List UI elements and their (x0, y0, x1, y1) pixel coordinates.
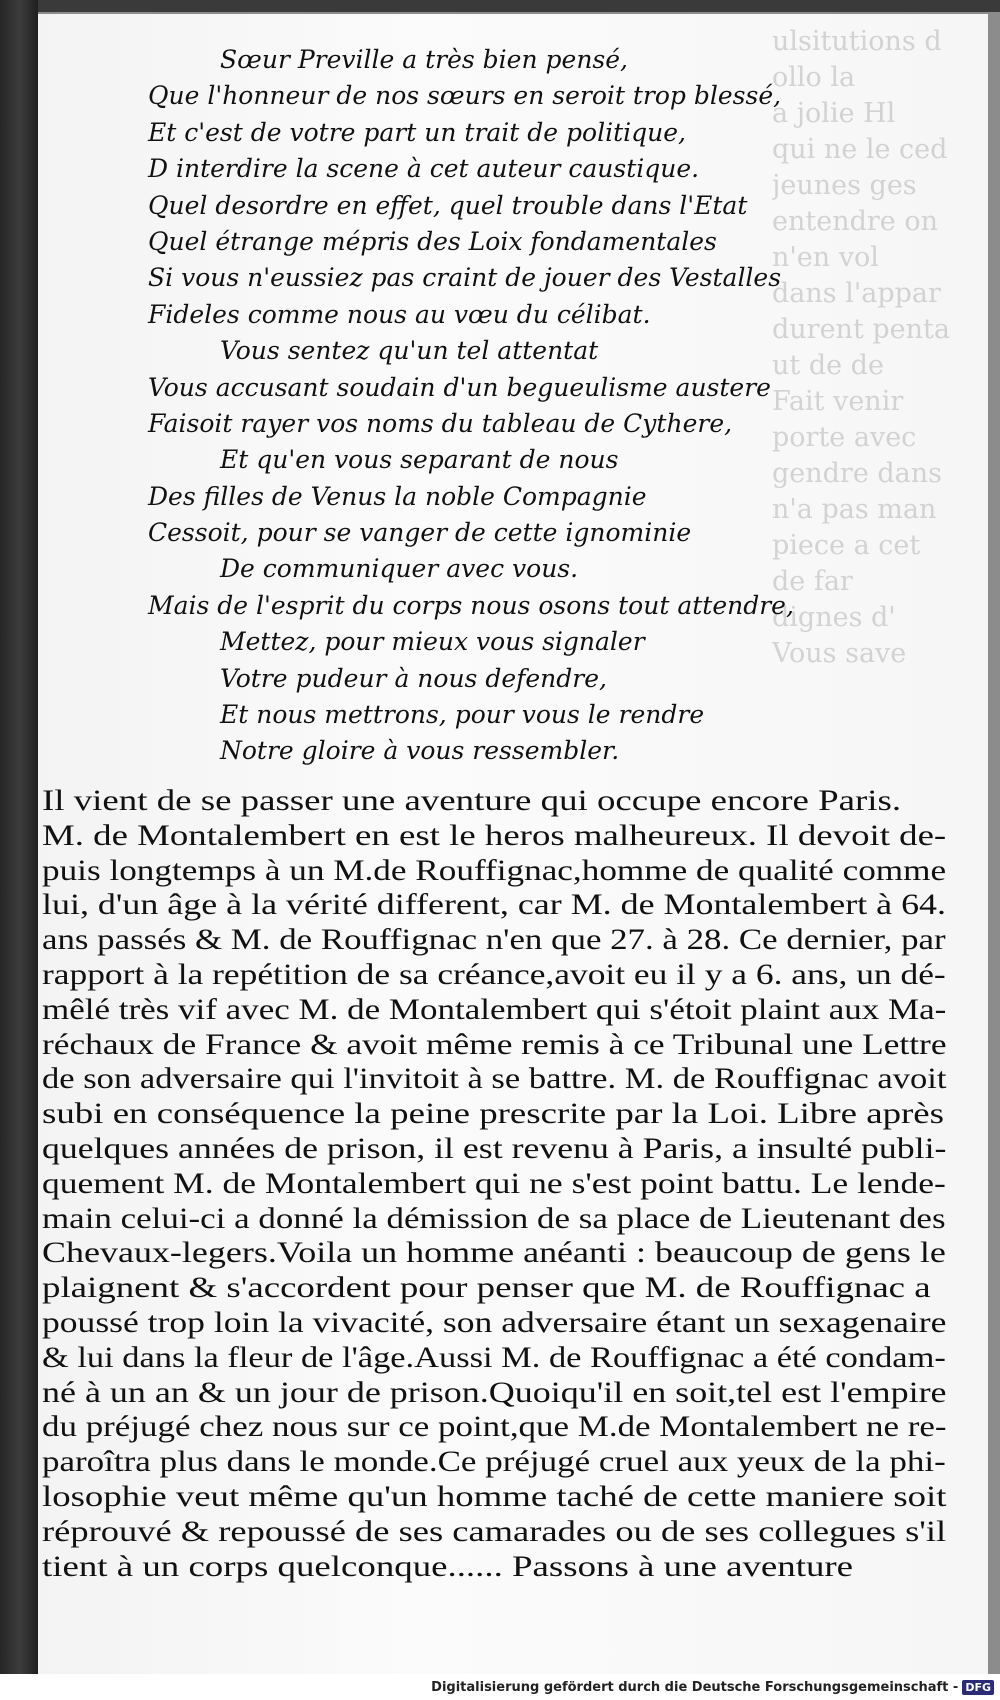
prose-line: M. de Montalembert en est le heros malheureux. Il devoit de- (42, 819, 947, 852)
verse-line: Notre gloire à vous ressembler. (220, 736, 620, 766)
verse-line: Des filles de Venus la noble Compagnie (148, 481, 647, 511)
verse-line: Quel étrange mépris des Loix fondamentales (148, 226, 717, 256)
scan-top-edge (0, 0, 1000, 12)
prose-line: puis longtemps à un M.de Rouffignac,homme de qualité comme (42, 854, 947, 887)
verse-line: Vous accusant soudain d'un begueulisme austere (148, 372, 771, 402)
prose-line: ans passés & M. de Rouffignac n'en que 27. à 28. Ce dernier, par (42, 924, 946, 957)
prose-line: & lui dans la fleur de l'âge.Aussi M. de Rouffignac a été condam- (42, 1341, 946, 1374)
prose-line: né à un an & un jour de prison.Quoiqu'il en soit,tel est l'empire (42, 1376, 947, 1409)
verse-line: Fideles comme nous au vœu du célibat. (148, 299, 651, 329)
prose-line: rapport à la repétition de sa créance,avoit eu il y a 6. ans, un dé- (42, 958, 946, 991)
book-gutter (0, 0, 38, 1700)
prose-line: tient à un corps quelconque...... Passons à une aventure (42, 1550, 854, 1583)
verse-line: Et c'est de votre part un trait de politique, (148, 117, 686, 147)
verse-line: De communiquer avec vous. (220, 554, 579, 584)
prose-line: main celui-ci a donné la démission de sa place de Lieutenant des (42, 1202, 946, 1235)
prose-line: du préjugé chez nous sur ce point,que M.de Montalembert ne re- (42, 1411, 947, 1444)
footer-credit: Digitalisierung gefördert durch die Deutsche Forschungsgemeinschaft - (431, 1679, 959, 1695)
digitization-footer (0, 1674, 1000, 1700)
verse-line: Cessoit, pour se vanger de cette ignominie (148, 518, 692, 548)
prose-line: losophie veut même qu'un homme taché de cette maniere soit (42, 1480, 947, 1513)
prose-line: quement M. de Montalembert qui ne s'est point battu. Le lende- (42, 1167, 946, 1200)
verse-line: Et qu'en vous separant de nous (220, 445, 619, 475)
verse-line: Faisoit rayer vos noms du tableau de Cythere, (148, 408, 733, 438)
prose-line: réchaux de France & avoit même remis à ce Tribunal une Lettre (42, 1028, 947, 1061)
prose-line: réprouvé & repoussé de ses camarades ou de ses collegues s'il (42, 1515, 947, 1548)
prose-line: Chevaux-legers.Voila un homme anéanti : beaucoup de gens le (42, 1237, 946, 1270)
verse-line: Et nous mettrons, pour vous le rendre (220, 700, 705, 730)
dfg-logo: DFG (962, 1680, 994, 1695)
prose-line: de son adversaire qui l'invitoit à se battre. M. de Rouffignac avoit (42, 1063, 947, 1096)
prose-line: paroîtra plus dans le monde.Ce préjugé cruel aux yeux de la phi- (42, 1446, 946, 1479)
prose-line: mêlé très vif avec M. de Montalembert qui s'étoit plaint aux Ma- (42, 993, 947, 1026)
prose-line: poussé trop loin la vivacité, son adversaire étant un sexagenaire (42, 1306, 947, 1339)
verse-block (38, 42, 838, 770)
verse-line: Mettez, pour mieux vous signaler (220, 627, 645, 657)
prose-line: quelques années de prison, il est revenu à Paris, a insulté publi- (42, 1132, 947, 1165)
verse-line: Mais de l'esprit du corps nous osons tout attendre, (148, 590, 794, 620)
prose-block (42, 784, 946, 1584)
verse-line: D interdire la scene à cet auteur caustique. (148, 154, 700, 184)
verse-line: Quel desordre en effet, quel trouble dans l'Etat (148, 190, 748, 220)
verse-line: Vous sentez qu'un tel attentat (220, 336, 599, 366)
prose-line: subi en conséquence la peine prescrite par la Loi. Libre après (42, 1098, 945, 1131)
verse-line: Si vous n'eussiez pas craint de jouer des Vestalles (148, 263, 782, 293)
verse-line: Votre pudeur à nous defendre, (220, 663, 607, 693)
prose-line: plaignent & s'accordent pour penser que M. de Rouffignac a (42, 1272, 931, 1305)
verse-line: Que l'honneur de nos sœurs en seroit trop blessé, (148, 81, 782, 111)
book-page (38, 14, 988, 1674)
prose-line: lui, d'un âge à la vérité different, car M. de Montalembert à 64. (42, 889, 946, 922)
prose-line: Il vient de se passer une aventure qui occupe encore Paris. (42, 785, 902, 817)
bleed-through-text: ulsitutions d ollo la a jolie Hl qui ne le ced jeunes ges entendre on n'en vol dans l'appar durent penta ut de de Fait venir porte avec gendre dans n'a pas man piece a cet de far dignes d' Vous save (772, 26, 950, 669)
verse-line: Sœur Preville a très bien pensé, (220, 45, 628, 74)
